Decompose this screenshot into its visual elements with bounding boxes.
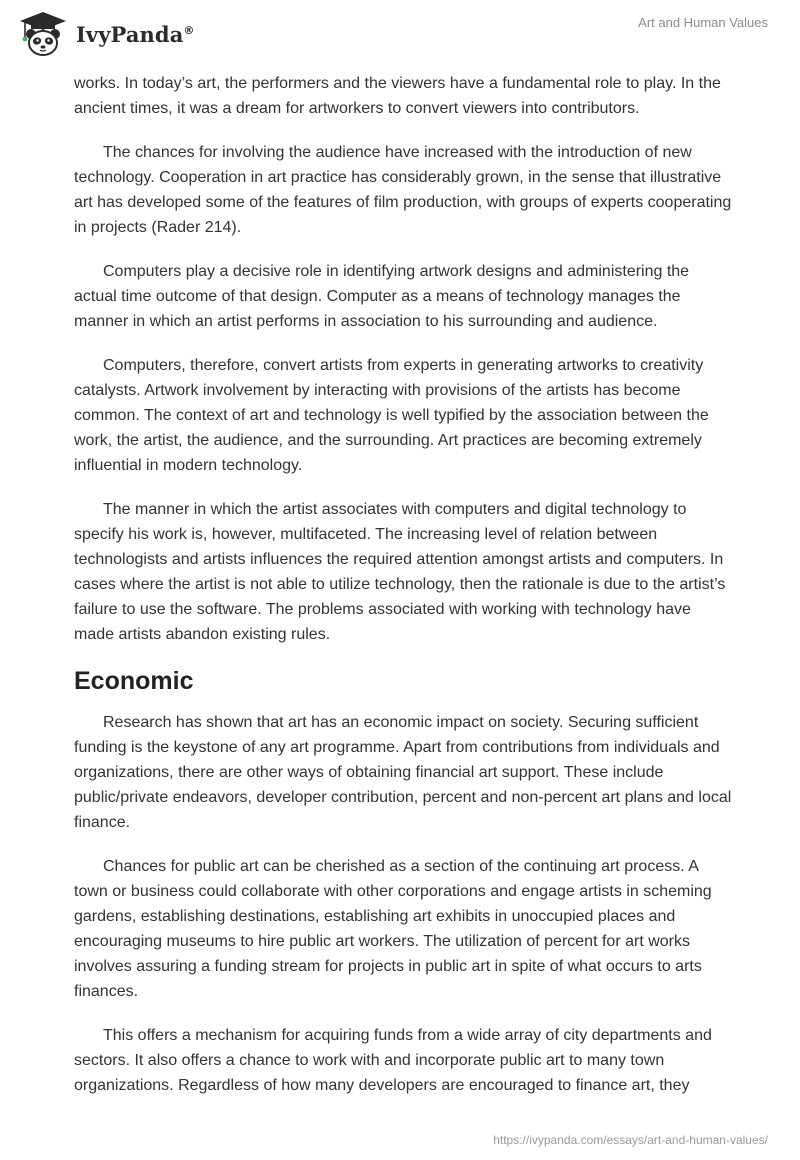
running-title: Art and Human Values — [638, 15, 768, 30]
paragraph: Computers, therefore, convert artists from experts in generating artworks to creativity catalysts. Artwork involvement by interacting with provisions of the artists has become common. The context of art and technology is well typified by the association between the work, the artist, the audience, and the surrounding. Art practices are becoming extremely influential in modern technology. — [74, 357, 709, 474]
paragraph: The manner in which the artist associates with computers and digital technology to specify his work is, however, multifaceted. The increasing level of relation between technologists and artists influences the required attention amongst artists and computers. In cases where the artist is not able to utilize technology, then the rationale is due to the artist’s failure to use the software. The problems associated with working with technology have made artists abandon existing rules. — [74, 501, 726, 643]
panda-graduate-icon — [16, 10, 70, 58]
page-header — [0, 0, 800, 72]
brand-logo[interactable] — [16, 10, 195, 58]
paragraph: This offers a mechanism for acquiring funds from a wide array of city departments and sectors. It also offers a chance to work with and incorporate public art to many town organizations. Regardless of how many developers are encouraged to finance art, they — [74, 1027, 712, 1094]
source-url[interactable]: https://ivypanda.com/essays/art-and-human-values/ — [493, 1133, 768, 1147]
brand-name: IvyPanda® — [76, 21, 195, 47]
paragraph: Chances for public art can be cherished as a section of the continuing art process. A town or business could collaborate with other corporations and engage artists in scheming gardens, establishing destinations, establishing art exhibits in unoccupied places and encouraging museums to hire public art workers. The utilization of percent for art works involves assuring a funding stream for projects in public art in spite of what occurs to arts finances. — [74, 858, 712, 1000]
paragraph-continuation: works. In today’s art, the performers and the viewers have a fundamental role to play. In the ancient times, it was a dream for artworkers to convert viewers into contributors. — [74, 75, 721, 117]
paragraph: Research has shown that art has an economic impact on society. Securing sufficient funding is the keystone of any art programme. Apart from contributions from individuals and organizations, there are other ways of obtaining financial art support. These include public/private endeavors, developer contribution, percent and non-percent art plans and local finance. — [74, 714, 732, 831]
essay-body — [74, 71, 734, 1117]
paragraph: The chances for involving the audience have increased with the introduction of new technology. Cooperation in art practice has considerably grown, in the sense that illustrative art has developed some of the features of film production, with groups of experts cooperating in projects (Rader 214). — [74, 144, 732, 236]
paragraph: Computers play a decisive role in identifying artwork designs and administering the actual time outcome of that design. Computer as a means of technology manages the manner in which an artist performs in association to his surrounding and audience. — [74, 263, 690, 330]
registered-mark: ® — [183, 23, 195, 37]
section-heading: Economic — [74, 667, 194, 695]
